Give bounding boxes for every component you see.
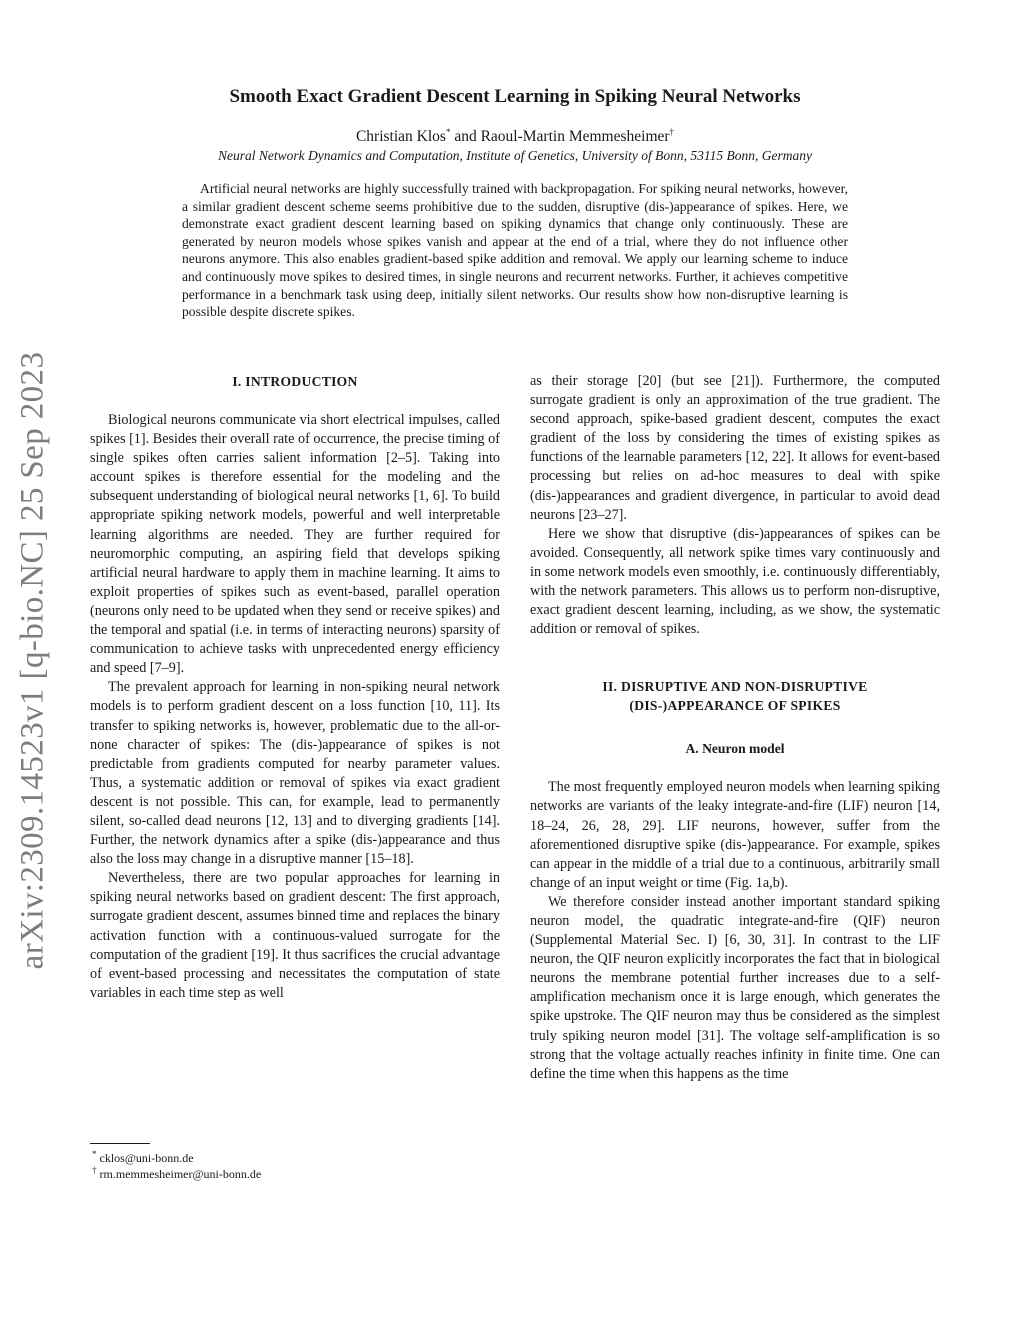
arxiv-identifier-text: arXiv:2309.14523v1 [q-bio.NC] 25 Sep 2023 [14, 351, 51, 969]
left-column [90, 372, 500, 1003]
author-footnote-mark: * [445, 126, 451, 137]
affiliation: Neural Network Dynamics and Computation, Institute of Genetics, University of Bonn, 53115 Bonn, Germany [217, 148, 813, 163]
body-paragraph: The most frequently employed neuron models when learning spiking networks are variants of the leaky integrate-and-fire (LIF) neuron [14, 18–24, 26, 28, 29]. LIF neurons, however, suffer from the aforementioned disruptive spike (dis-)appearance. For example, spikes can appear in the middle of a trial due to a continuous, arbitrarily small change of an input weight or time (Fig. 1a,b). [530, 779, 940, 891]
subsection-heading-neuron-model: A. Neuron model [685, 741, 785, 757]
section-heading-introduction: I. INTRODUCTION [232, 374, 358, 389]
body-paragraph: We therefore consider instead another important standard spiking neuron model, the quadratic integrate-and-fire (QIF) neuron (Supplemental Material Sec. I) [6, 30, 31]. In contrast to the LIF neuron, the QIF neuron explicitly incorporates the fact that in biological neurons the membrane potential further increases due to a self-amplification mechanism once it is large enough, which generates the spike upstroke. The QIF neuron may thus be considered as the simplest truly spiking neuron model [31]. The voltage self-amplification is so strong that the voltage actually reaches infinity in finite time. One can define the time when this happens as the time [530, 893, 940, 1082]
author-joiner: and [454, 128, 477, 145]
arxiv-identifier-stamp [8, 335, 58, 985]
footnote-item [90, 1150, 500, 1166]
section-heading-line: II. DISRUPTIVE AND NON-DISRUPTIVE [602, 679, 868, 695]
footnote-item [90, 1166, 500, 1182]
author-line [90, 128, 940, 146]
author-name: Raoul-Martin Memmesheimer [480, 128, 670, 145]
author-footnote-mark: † [669, 126, 675, 137]
body-paragraph-continuation: as their storage [20] (but see [21]). Furthermore, the computed surrogate gradient is only an approximation of the true gradient. The second approach, spike-based gradient descent, computes the exact gradient of the loss by considering the times of existing spikes as functions of the learnable parameters [12, 22]. It allows for event-based processing but relies on ad-hoc measures to deal with spike (dis-)appearances and gradient divergence, in particular to avoid dead neurons [23–27]. [530, 373, 940, 523]
body-paragraph: Biological neurons communicate via short electrical impulses, called spikes [1]. Besides their overall rate of occurrence, the precise timing of single spikes often carries salient information [2–5]. Taking into account spikes is therefore essential for the modeling and the subsequent understanding of biological neural networks [1, 6]. To build appropriate spiking network models, powerful and well interpretable learning algorithms are needed. They are further required for neuromorphic computing, an aspiring field that develops spiking artificial neural hardware to apply them in machine learning. It aims to exploit properties of spikes such as event-based, parallel operation (neurons only need to be updated when they send or receive spikes) and the temporal and spatial (i.e. in terms of interacting neurons) sparsity of communication to achieve tasks with unprecedented energy efficiency and speed [7–9]. [90, 412, 500, 677]
body-paragraph: Here we show that disruptive (dis-)appearances of spikes can be avoided. Consequently, all network spike times vary continuously and in some network models even smoothly, i.e. continuously differentiably, with the network parameters. This allows us to perform non-disruptive, exact gradient descent learning, including, as we show, the systematic addition or removal of spikes. [530, 525, 940, 638]
footnote-mark: † [92, 1165, 97, 1175]
right-column [530, 372, 940, 1084]
footnotes [90, 1150, 500, 1182]
body-paragraph: The prevalent approach for learning in non-spiking neural network models is to perform gradient descent on a loss function [10, 11]. Its transfer to spiking networks is, however, problematic due to the all-or-none character of spikes: The (dis-)appearance of spikes is not predictable from gradients computed for nearby parameter values. Thus, a systematic addition or removal of spikes via exact gradient descent is not possible. This can, for example, lead to permanently silent, so-called dead neurons [12, 13] and to diverging gradients [14]. Further, the network dynamics after a spike (dis-)appearance and thus also the loss may change in a disruptive manner [15–18]. [90, 679, 500, 868]
author-name: Christian Klos [355, 128, 446, 145]
footnote-mark: * [92, 1149, 97, 1159]
abstract: Artificial neural networks are highly successfully trained with backpropagation. For spiking neural networks, however, a similar gradient descent scheme seems prohibitive due to the sudden, disruptive (dis-)appearance of spikes. Here, we demonstrate exact gradient descent learning based on spiking dynamics that change only continuously. These are generated by neuron models whose spikes vanish and appear at the end of a trial, where they do not influence other neurons anymore. This also enables gradient-based spike addition and removal. We apply our learning scheme to induce and continuously move spikes to desired times, in single neurons and recurrent networks. Further, it achieves competitive performance in a benchmark task using deep, initially silent networks. Our results show how non-disruptive learning is possible despite discrete spikes. [182, 181, 848, 320]
body-paragraph: Nevertheless, there are two popular approaches for learning in spiking neural networks based on gradient descent: The first approach, surrogate gradient descent, assumes binned time and replaces the binary activation function with a continuous-valued surrogate for the computation of the gradient [19]. It thus sacrifices the crucial advantage of event-based processing and necessitates the computation of state variables in each time step as well [90, 870, 500, 1001]
footnote-rule [90, 1143, 150, 1144]
section-heading-disruptive [530, 677, 940, 715]
section-heading-line: (DIS-)APPEARANCE OF SPIKES [629, 698, 841, 714]
footnote-email[interactable]: rm.memmesheimer@uni-bonn.de [99, 1167, 262, 1181]
footnote-email[interactable]: cklos@uni-bonn.de [99, 1151, 194, 1165]
paper-title: Smooth Exact Gradient Descent Learning in Spiking Neural Networks [229, 86, 801, 107]
